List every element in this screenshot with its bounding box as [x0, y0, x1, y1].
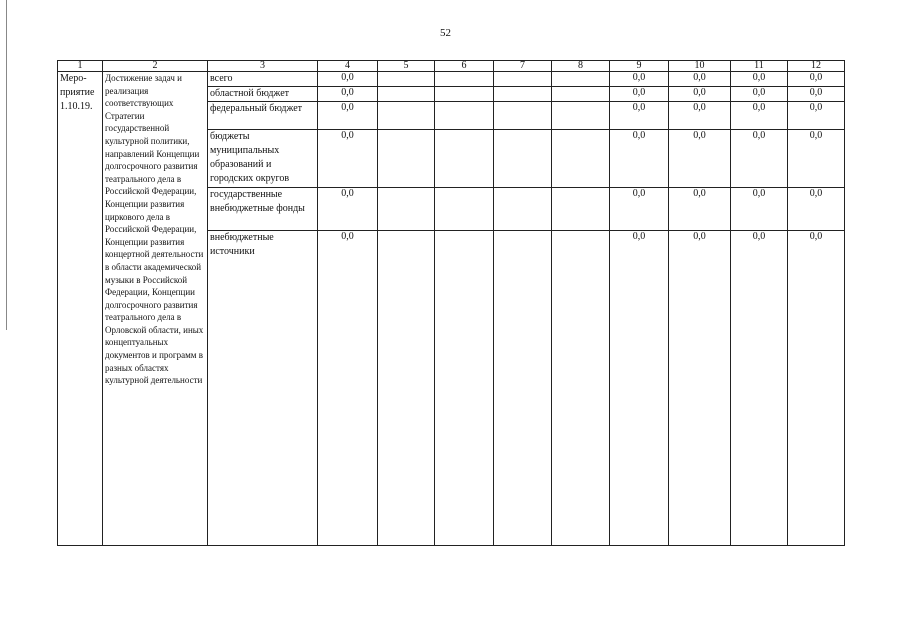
cell-col6 [435, 188, 494, 231]
cell-col8 [552, 188, 610, 231]
cell-col5 [378, 188, 435, 231]
cell-col5 [378, 130, 435, 188]
funding-source: бюджеты муниципальных образований и городских округов [208, 130, 318, 188]
cell-col9: 0,0 [610, 102, 669, 130]
header-row [58, 61, 845, 72]
cell-col12: 0,0 [788, 102, 845, 130]
cell-col4: 0,0 [318, 102, 378, 130]
col-header: 4 [318, 61, 378, 72]
cell-col4: 0,0 [318, 87, 378, 102]
cell-col11: 0,0 [731, 87, 788, 102]
cell-col8 [552, 72, 610, 87]
cell-col8 [552, 130, 610, 188]
cell-col8 [552, 231, 610, 546]
funding-source: областной бюджет [208, 87, 318, 102]
cell-col7 [494, 130, 552, 188]
cell-col10: 0,0 [669, 231, 731, 546]
cell-col12: 0,0 [788, 130, 845, 188]
scan-edge-mark [6, 0, 7, 330]
cell-col9: 0,0 [610, 87, 669, 102]
col-header: 2 [103, 61, 208, 72]
funding-source: государственные внебюджетные фонды [208, 188, 318, 231]
cell-col6 [435, 87, 494, 102]
col-header: 5 [378, 61, 435, 72]
cell-col10: 0,0 [669, 87, 731, 102]
cell-col12: 0,0 [788, 231, 845, 546]
cell-col11: 0,0 [731, 188, 788, 231]
col-header: 12 [788, 61, 845, 72]
cell-col10: 0,0 [669, 130, 731, 188]
cell-col9: 0,0 [610, 72, 669, 87]
cell-col5 [378, 87, 435, 102]
cell-col8 [552, 87, 610, 102]
page-number: 52 [440, 27, 451, 39]
cell-col4: 0,0 [318, 72, 378, 87]
cell-col5 [378, 102, 435, 130]
cell-col11: 0,0 [731, 102, 788, 130]
col-header: 1 [58, 61, 103, 72]
col-header: 6 [435, 61, 494, 72]
cell-col12: 0,0 [788, 72, 845, 87]
activity-id: Меро-приятие 1.10.19. [58, 72, 103, 546]
col-header: 9 [610, 61, 669, 72]
funding-source: федеральный бюджет [208, 102, 318, 130]
cell-col12: 0,0 [788, 87, 845, 102]
cell-col10: 0,0 [669, 188, 731, 231]
cell-col4: 0,0 [318, 188, 378, 231]
cell-col5 [378, 72, 435, 87]
col-header: 7 [494, 61, 552, 72]
cell-col11: 0,0 [731, 72, 788, 87]
col-header: 10 [669, 61, 731, 72]
col-header: 11 [731, 61, 788, 72]
cell-col9: 0,0 [610, 130, 669, 188]
cell-col9: 0,0 [610, 231, 669, 546]
cell-col6 [435, 231, 494, 546]
cell-col11: 0,0 [731, 231, 788, 546]
cell-col6 [435, 72, 494, 87]
cell-col7 [494, 72, 552, 87]
cell-col10: 0,0 [669, 102, 731, 130]
budget-table [57, 60, 845, 546]
cell-col4: 0,0 [318, 231, 378, 546]
funding-source: внебюджетные источники [208, 231, 318, 546]
cell-col6 [435, 130, 494, 188]
col-header: 8 [552, 61, 610, 72]
cell-col5 [378, 231, 435, 546]
funding-source: всего [208, 72, 318, 87]
cell-col7 [494, 188, 552, 231]
cell-col8 [552, 102, 610, 130]
col-header: 3 [208, 61, 318, 72]
cell-col9: 0,0 [610, 188, 669, 231]
cell-col7 [494, 87, 552, 102]
cell-col7 [494, 231, 552, 546]
cell-col10: 0,0 [669, 72, 731, 87]
cell-col4: 0,0 [318, 130, 378, 188]
cell-col12: 0,0 [788, 188, 845, 231]
cell-col7 [494, 102, 552, 130]
table-row [58, 72, 845, 87]
activity-description: Достижение задач и реализация соответствующих Стратегии государственной культурной политики, направлений Концепции долгосрочного развития театрального дела в Российской Федерации, Концепции развития циркового дела в Российской Федерации, Концепции развития концертной деятельности в области академической музыки в Российской Федерации, Концепции долгосрочного развития театрального дела в Орловской области, иных концептуальных документов и программ в разных областях культурной деятельности [103, 72, 208, 546]
cell-col11: 0,0 [731, 130, 788, 188]
cell-col6 [435, 102, 494, 130]
